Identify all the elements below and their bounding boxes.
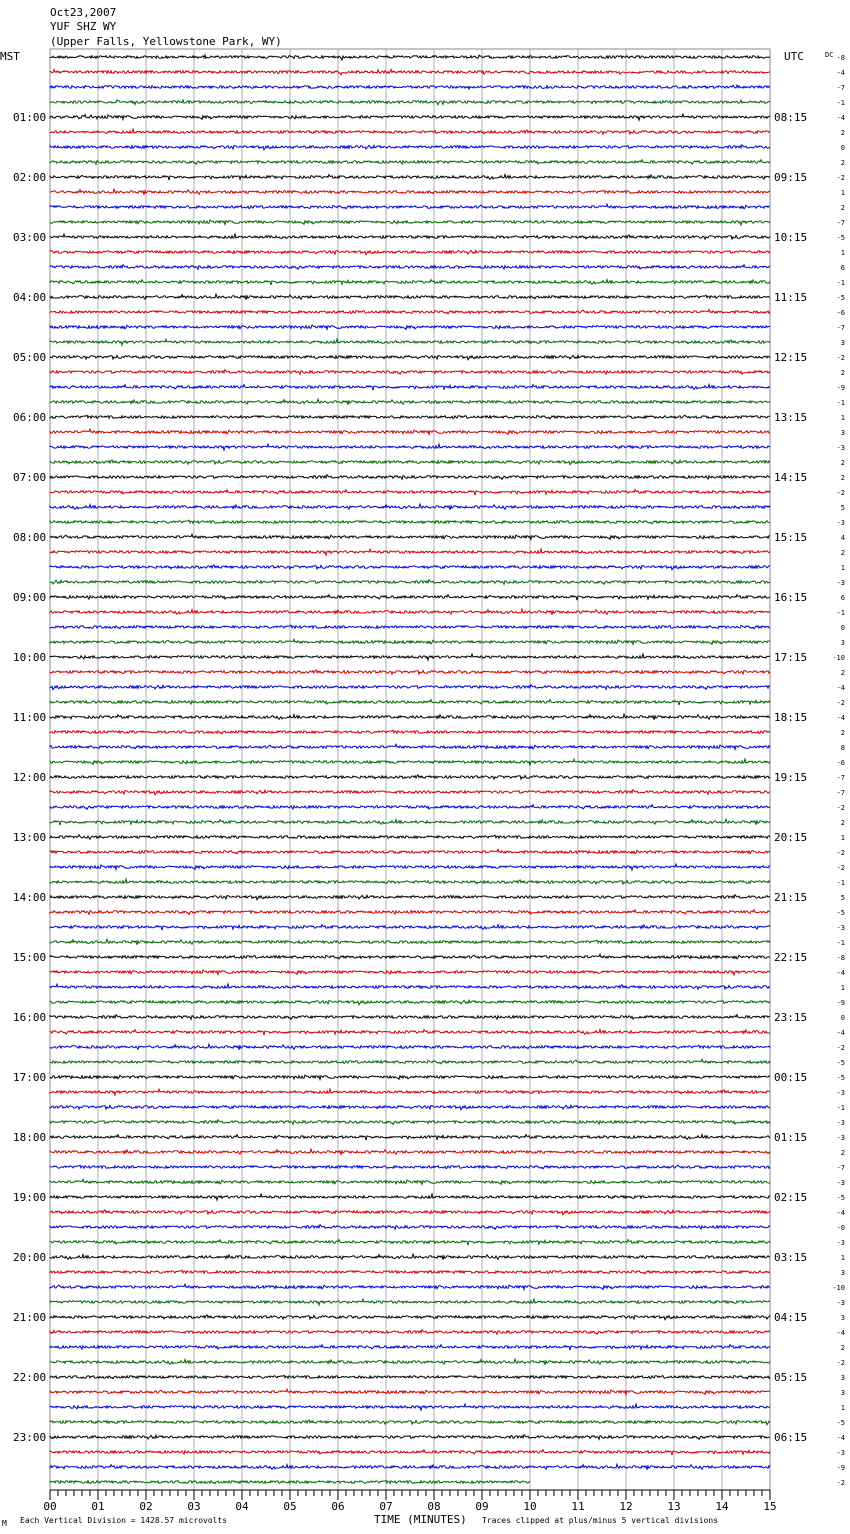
left-hour-label: 04:00 [13, 291, 47, 304]
dc-offset-value: 1 [840, 564, 845, 572]
dc-offset-value: 2 [840, 819, 845, 827]
dc-offset-value: -4 [836, 1029, 845, 1037]
dc-offset-value: 1 [840, 834, 845, 842]
left-hour-label: 08:00 [13, 531, 47, 544]
left-hour-label: 23:00 [13, 1431, 47, 1444]
left-hour-label: 05:00 [13, 351, 47, 364]
right-hour-label: 22:15 [774, 951, 808, 964]
right-hour-label: 18:15 [774, 711, 808, 724]
dc-offset-value: 8 [840, 744, 845, 752]
trace-line [50, 309, 770, 314]
trace-line [50, 685, 770, 690]
dc-offset-value: -3 [836, 1089, 845, 1097]
dc-offset-value: -4 [836, 69, 845, 77]
trace-line [50, 1450, 770, 1455]
right-hour-label: 00:15 [774, 1071, 808, 1084]
trace-line [50, 175, 770, 181]
trace-line [50, 1135, 770, 1141]
trace-line [50, 1464, 770, 1470]
dc-offset-value: -4 [836, 114, 845, 122]
right-hour-label: 12:15 [774, 351, 808, 364]
dc-offset-value: -9 [836, 384, 845, 392]
trace-line [50, 1359, 770, 1365]
trace-line [50, 1000, 770, 1004]
dc-offset-value: -0 [836, 1224, 845, 1232]
left-hour-label: 22:00 [13, 1371, 47, 1384]
chart-location: (Upper Falls, Yellowstone Park, WY) [50, 35, 282, 48]
x-tick-label: 12 [619, 1500, 633, 1513]
x-tick-label: 13 [667, 1500, 681, 1513]
right-hour-labels [774, 111, 807, 1444]
left-hour-label: 03:00 [13, 231, 47, 244]
x-tick-label: 08 [427, 1500, 441, 1513]
dc-offset-value: -8 [836, 54, 845, 62]
trace-line [50, 670, 770, 674]
dc-offset-value: -2 [836, 354, 845, 362]
trace-line [50, 805, 770, 810]
trace-line [50, 220, 770, 225]
trace-line [50, 835, 770, 839]
right-hour-label: 01:15 [774, 1131, 808, 1144]
left-hour-label: 20:00 [13, 1251, 47, 1264]
dc-offset-value: 3 [840, 1269, 845, 1277]
left-hour-label: 07:00 [13, 471, 47, 484]
trace-line [50, 954, 770, 959]
dc-offset-value: -2 [836, 174, 845, 182]
dc-offset-value: -10 [832, 1284, 845, 1292]
dc-offset-value: -4 [836, 714, 845, 722]
dc-offset-value: -3 [836, 519, 845, 527]
dc-offset-value: -5 [836, 1074, 845, 1082]
trace-line [50, 1435, 770, 1440]
x-tick-label: 01 [91, 1500, 105, 1513]
dc-offset-value: -7 [836, 219, 845, 227]
trace-line [50, 55, 770, 60]
x-tick-label: 15 [763, 1500, 777, 1513]
dc-offset-value: -7 [836, 789, 845, 797]
dc-offset-value: 2 [840, 204, 845, 212]
dc-offset-value: -5 [836, 909, 845, 917]
dc-offset-value: -3 [836, 1134, 845, 1142]
trace-line [50, 654, 770, 660]
trace-line [50, 1345, 770, 1351]
left-hour-label: 13:00 [13, 831, 47, 844]
dc-offset-value: 3 [840, 1374, 845, 1382]
dc-offset-value: -5 [836, 1059, 845, 1067]
right-hour-label: 06:15 [774, 1431, 808, 1444]
left-hour-label: 19:00 [13, 1191, 47, 1204]
trace-line [50, 639, 770, 644]
dc-offset-value: 4 [840, 534, 845, 542]
trace-line [50, 204, 770, 209]
right-hour-label: 15:15 [774, 531, 808, 544]
trace-line [50, 1375, 770, 1379]
dc-offset-value: -4 [836, 684, 845, 692]
dc-offset-value: 5 [840, 504, 845, 512]
trace-line [50, 984, 770, 989]
trace-line [50, 145, 770, 150]
trace-line [50, 534, 770, 539]
trace-group [50, 55, 770, 1484]
trace-line [50, 1284, 770, 1289]
x-tick-label: 06 [331, 1500, 345, 1513]
trace-line [50, 100, 770, 105]
trace-line [50, 250, 770, 254]
dc-offset-value: 2 [840, 729, 845, 737]
left-hour-label: 10:00 [13, 651, 47, 664]
dc-offset-value: 1 [840, 189, 845, 197]
trace-line [50, 1315, 770, 1320]
x-tick-label: 05 [283, 1500, 297, 1513]
dc-offset-value: -3 [836, 444, 845, 452]
trace-line [50, 1105, 770, 1109]
trace-line [50, 460, 770, 465]
dc-offset-value: -4 [836, 1329, 845, 1337]
dc-offset-value: -3 [836, 1239, 845, 1247]
trace-line [50, 415, 770, 419]
dc-offset-value: -1 [836, 879, 845, 887]
trace-line [50, 970, 770, 975]
trace-line [50, 895, 770, 900]
dc-offset-value: -1 [836, 939, 845, 947]
right-hour-label: 03:15 [774, 1251, 808, 1264]
dc-offset-value: -7 [836, 774, 845, 782]
dc-offset-value: -4 [836, 969, 845, 977]
x-tick-label: 03 [187, 1500, 201, 1513]
dc-offset-value: -1 [836, 279, 845, 287]
dc-offset-value: 3 [840, 1314, 845, 1322]
dc-offset-value: -7 [836, 1164, 845, 1172]
dc-offset-value: 0 [840, 1014, 845, 1022]
dc-offset-value: -10 [832, 654, 845, 662]
trace-line [50, 714, 770, 720]
dc-offset-value: 2 [840, 129, 845, 137]
dc-offset-value: -3 [836, 924, 845, 932]
dc-offset-value: 1 [840, 1254, 845, 1262]
dc-offset-value: -2 [836, 489, 845, 497]
trace-line [50, 280, 770, 286]
dc-offset-value: -2 [836, 699, 845, 707]
trace-line [50, 504, 770, 510]
trace-line [50, 69, 770, 74]
dc-offset-value: 3 [840, 429, 845, 437]
trace-line [50, 399, 770, 405]
dc-offset-value: -8 [836, 954, 845, 962]
dc-offset-value: -2 [836, 849, 845, 857]
plot-frame [50, 49, 770, 1490]
left-hour-label: 18:00 [13, 1131, 47, 1144]
dc-offset-value: -6 [836, 309, 845, 317]
dc-offset-value: -5 [836, 234, 845, 242]
trace-line [50, 595, 770, 601]
left-hour-label: 12:00 [13, 771, 47, 784]
right-timezone-label: UTC [784, 50, 804, 63]
dc-offset-value: -2 [836, 804, 845, 812]
trace-line [50, 1015, 770, 1020]
trace-line [50, 1270, 770, 1274]
trace-line [50, 160, 770, 165]
right-hour-label: 11:15 [774, 291, 808, 304]
trace-line [50, 1030, 770, 1036]
dc-offset-value: -4 [836, 1434, 845, 1442]
right-hour-label: 10:15 [774, 231, 808, 244]
trace-line [50, 1120, 770, 1125]
trace-line [50, 1254, 770, 1260]
clip-note: Traces clipped at plus/minus 5 vertical divisions [482, 1516, 719, 1525]
left-timezone-label: MST [0, 50, 20, 63]
trace-line [50, 429, 770, 434]
trace-line [50, 1404, 770, 1410]
trace-line [50, 549, 770, 555]
dc-offset-value: -7 [836, 84, 845, 92]
trace-line [50, 744, 770, 749]
dc-offset-value: 3 [840, 639, 845, 647]
trace-line [50, 625, 770, 629]
x-tick-label: 00 [43, 1500, 57, 1513]
right-hour-label: 05:15 [774, 1371, 808, 1384]
trace-line [50, 775, 770, 779]
right-hour-label: 20:15 [774, 831, 808, 844]
right-hour-label: 13:15 [774, 411, 808, 424]
x-tick-label: 11 [571, 1500, 585, 1513]
trace-line [50, 1089, 770, 1095]
dc-offset-value: -9 [836, 999, 845, 1007]
dc-offset-value: 0 [840, 624, 845, 632]
dc-offset-value: -1 [836, 609, 845, 617]
trace-line [50, 475, 770, 480]
left-hour-label: 01:00 [13, 111, 47, 124]
dc-offset-value: 3 [840, 1389, 845, 1397]
right-hour-label: 09:15 [774, 171, 808, 184]
vertical-division-note: Each Vertical Division = 1428.57 microvolts [20, 1516, 228, 1525]
dc-offset-value: -2 [836, 1359, 845, 1367]
left-hour-label: 21:00 [13, 1311, 47, 1324]
trace-line [50, 759, 770, 765]
trace-line [50, 520, 770, 524]
dc-offset-value: 0 [840, 144, 845, 152]
x-axis-title: TIME (MINUTES) [374, 1513, 467, 1526]
dc-offset-value: -5 [836, 1194, 845, 1202]
minute-grid [50, 49, 770, 1490]
dc-offset-value: 2 [840, 549, 845, 557]
right-hour-label: 04:15 [774, 1311, 808, 1324]
trace-line [50, 370, 770, 375]
trace-line [50, 444, 770, 450]
dc-offset-value: 6 [840, 594, 845, 602]
right-hour-label: 17:15 [774, 651, 808, 664]
trace-line [50, 925, 770, 931]
trace-line [50, 1179, 770, 1184]
trace-line [50, 1420, 770, 1425]
trace-line [50, 1044, 770, 1050]
trace-line [50, 580, 770, 585]
trace-line [50, 1165, 770, 1169]
trace-line [50, 325, 770, 329]
trace-line [50, 1149, 770, 1155]
x-axis [43, 1490, 776, 1513]
left-hour-label: 02:00 [13, 171, 47, 184]
trace-line [50, 129, 770, 134]
trace-line [50, 114, 770, 120]
trace-line [50, 700, 770, 705]
x-tick-label: 02 [139, 1500, 153, 1513]
right-hour-label: 08:15 [774, 111, 808, 124]
left-hour-label: 14:00 [13, 891, 47, 904]
dc-offset-value: -5 [836, 1419, 845, 1427]
x-tick-label: 04 [235, 1500, 249, 1513]
dc-offset-value: -2 [836, 864, 845, 872]
trace-line [50, 355, 770, 359]
dc-offset-value: 2 [840, 1344, 845, 1352]
right-hour-label: 23:15 [774, 1011, 808, 1024]
right-hour-label: 02:15 [774, 1191, 808, 1204]
trace-line [50, 189, 770, 195]
right-hour-label: 14:15 [774, 471, 808, 484]
dc-offset-value: 2 [840, 669, 845, 677]
dc-label: DC [825, 51, 834, 59]
left-hour-label: 16:00 [13, 1011, 47, 1024]
trace-line [50, 385, 770, 391]
dc-offset-value: -9 [836, 1464, 845, 1472]
trace-line [50, 265, 770, 270]
trace-line [50, 339, 770, 345]
trace-line [50, 565, 770, 570]
left-hour-label: 11:00 [13, 711, 47, 724]
dc-offset-value: -7 [836, 324, 845, 332]
trace-line [50, 1194, 770, 1200]
x-tick-label: 14 [715, 1500, 729, 1513]
left-hour-label: 15:00 [13, 951, 47, 964]
trace-line [50, 85, 770, 89]
dc-offset-value: 6 [840, 264, 845, 272]
trace-line [50, 1240, 770, 1246]
right-hour-label: 19:15 [774, 771, 808, 784]
dc-offset-value: -2 [836, 1044, 845, 1052]
dc-offset-value: -1 [836, 99, 845, 107]
trace-line [50, 490, 770, 496]
dc-offset-value: -5 [836, 294, 845, 302]
dc-offset-value: -3 [836, 1119, 845, 1127]
right-hour-label: 16:15 [774, 591, 808, 604]
chart-date: Oct23,2007 [50, 6, 117, 19]
dc-offset-value: 2 [840, 1149, 845, 1157]
dc-offset-value: 3 [840, 339, 845, 347]
dc-offset-value: 1 [840, 249, 845, 257]
dc-offset-value: 1 [840, 414, 845, 422]
dc-offset-value: -2 [836, 1479, 845, 1487]
dc-offset-value: -3 [836, 1299, 845, 1307]
left-hour-labels [13, 111, 46, 1444]
left-hour-label: 09:00 [13, 591, 47, 604]
trace-line [50, 730, 770, 734]
trace-line [50, 910, 770, 915]
dc-offset-value: -3 [836, 1179, 845, 1187]
trace-line [50, 1059, 770, 1064]
trace-line [50, 864, 770, 870]
dc-offset-value: 1 [840, 984, 845, 992]
trace-line [50, 819, 770, 825]
x-tick-label: 07 [379, 1500, 393, 1513]
dc-offset-value: -3 [836, 1449, 845, 1457]
right-hour-label: 21:15 [774, 891, 808, 904]
trace-line [50, 234, 770, 239]
dc-offset-value: 5 [840, 894, 845, 902]
trace-line [50, 1075, 770, 1079]
dc-offset-value: -1 [836, 399, 845, 407]
dc-offset-value: 2 [840, 474, 845, 482]
dc-offset-value: 2 [840, 459, 845, 467]
trace-line [50, 1330, 770, 1335]
dc-offset-value: -3 [836, 579, 845, 587]
x-tick-label: 10 [523, 1500, 537, 1513]
trace-line [50, 849, 770, 854]
trace-line [50, 939, 770, 945]
trace-line [50, 294, 770, 300]
trace-line [50, 1389, 770, 1394]
trace-line [50, 1210, 770, 1215]
dc-offset-value: -6 [836, 759, 845, 767]
corner-mark: M [2, 1519, 7, 1528]
trace-line [50, 790, 770, 795]
dc-offset-labels [832, 54, 845, 1487]
dc-offset-value: 2 [840, 369, 845, 377]
trace-line [50, 879, 770, 884]
dc-offset-value: -4 [836, 1209, 845, 1217]
trace-line [50, 1299, 770, 1305]
dc-offset-value: 2 [840, 159, 845, 167]
dc-offset-value: 1 [840, 1404, 845, 1412]
left-hour-label: 06:00 [13, 411, 47, 424]
dc-offset-value: -1 [836, 1104, 845, 1112]
chart-station: YUF SHZ WY [50, 20, 117, 33]
left-hour-label: 17:00 [13, 1071, 47, 1084]
trace-line [50, 1225, 770, 1230]
x-tick-label: 09 [475, 1500, 489, 1513]
trace-line [50, 609, 770, 615]
